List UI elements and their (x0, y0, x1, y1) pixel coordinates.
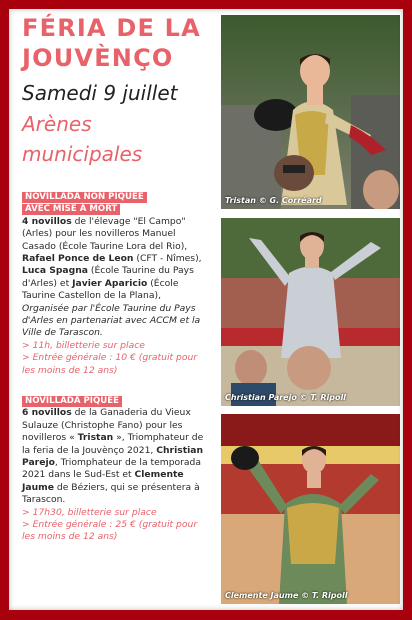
section2-description: 6 novillos de la Ganaderia du Vieux Sulauze (Christophe Fano) pour les novilleros « Tristan », Triomphateur de la feria de la Jouvènço 2021, Christian Parejo, Triomphateur de la temporada 2021 dans le Sud-Est et Clemente Jaume de Béziers, qui se présentera à Tarascon. (22, 407, 204, 506)
section-novillada-non-piquee (22, 191, 206, 377)
venue-line-1: Arènes (22, 112, 92, 136)
event-title (22, 13, 222, 73)
photo-christian-parejo-caption: Christian Parejo © T. Ripoll (225, 393, 346, 402)
photo-tristan-caption: Tristan © G. Corréard (225, 196, 322, 205)
photo-tristan-image (221, 15, 400, 209)
venue-line-2: municipales (22, 142, 143, 166)
photo-clemente-jaume-image (221, 414, 400, 604)
photo-clemente-jaume (221, 414, 400, 604)
section1-time: > 11h, billetterie sur place (22, 339, 145, 351)
page-frame (3, 3, 409, 617)
photo-tristan (221, 15, 400, 209)
section2-badge: NOVILLADA PIQUÉE (22, 396, 122, 407)
photo-christian-parejo (221, 218, 400, 406)
section2-time: > 17h30, billetterie sur place (22, 506, 157, 518)
event-venue (22, 109, 212, 169)
title-line-1: FÉRIA DE LA (22, 14, 201, 42)
section2-price: > Entrée générale : 25 € (gratuit pour les moins de 12 ans) (22, 519, 198, 543)
title-line-2: JOUVÈNÇO (22, 44, 174, 72)
photo-christian-parejo-image (221, 218, 400, 406)
section1-badge-line1: NOVILLADA NON PIQUÉE (22, 192, 147, 203)
flyer-page (9, 9, 403, 610)
photo-clemente-jaume-caption: Clemente Jaume © T. Ripoll (225, 591, 348, 600)
section1-price: > Entrée générale : 10 € (gratuit pour les moins de 12 ans) (22, 352, 198, 376)
section-novillada-piquee (22, 395, 206, 544)
section1-description: 4 novillos de l'élevage "El Campo" (Arles) pour les novilleros Manuel Casado (École Taurine Lora del Rio), Rafael Ponce de Leon (CFT - Nîmes), Luca Spagna (École Taurine du Pays d'Arles) et Javier Aparicio (École Taurine Castellon de la Plana), Organisée par l'École Taurine du Pays d'Arles en partenariat avec ACCM et la Ville de Tarascon. (22, 215, 202, 339)
event-date: Samedi 9 juillet (22, 81, 178, 105)
section1-badge-line2: AVEC MISE À MORT (22, 204, 120, 215)
